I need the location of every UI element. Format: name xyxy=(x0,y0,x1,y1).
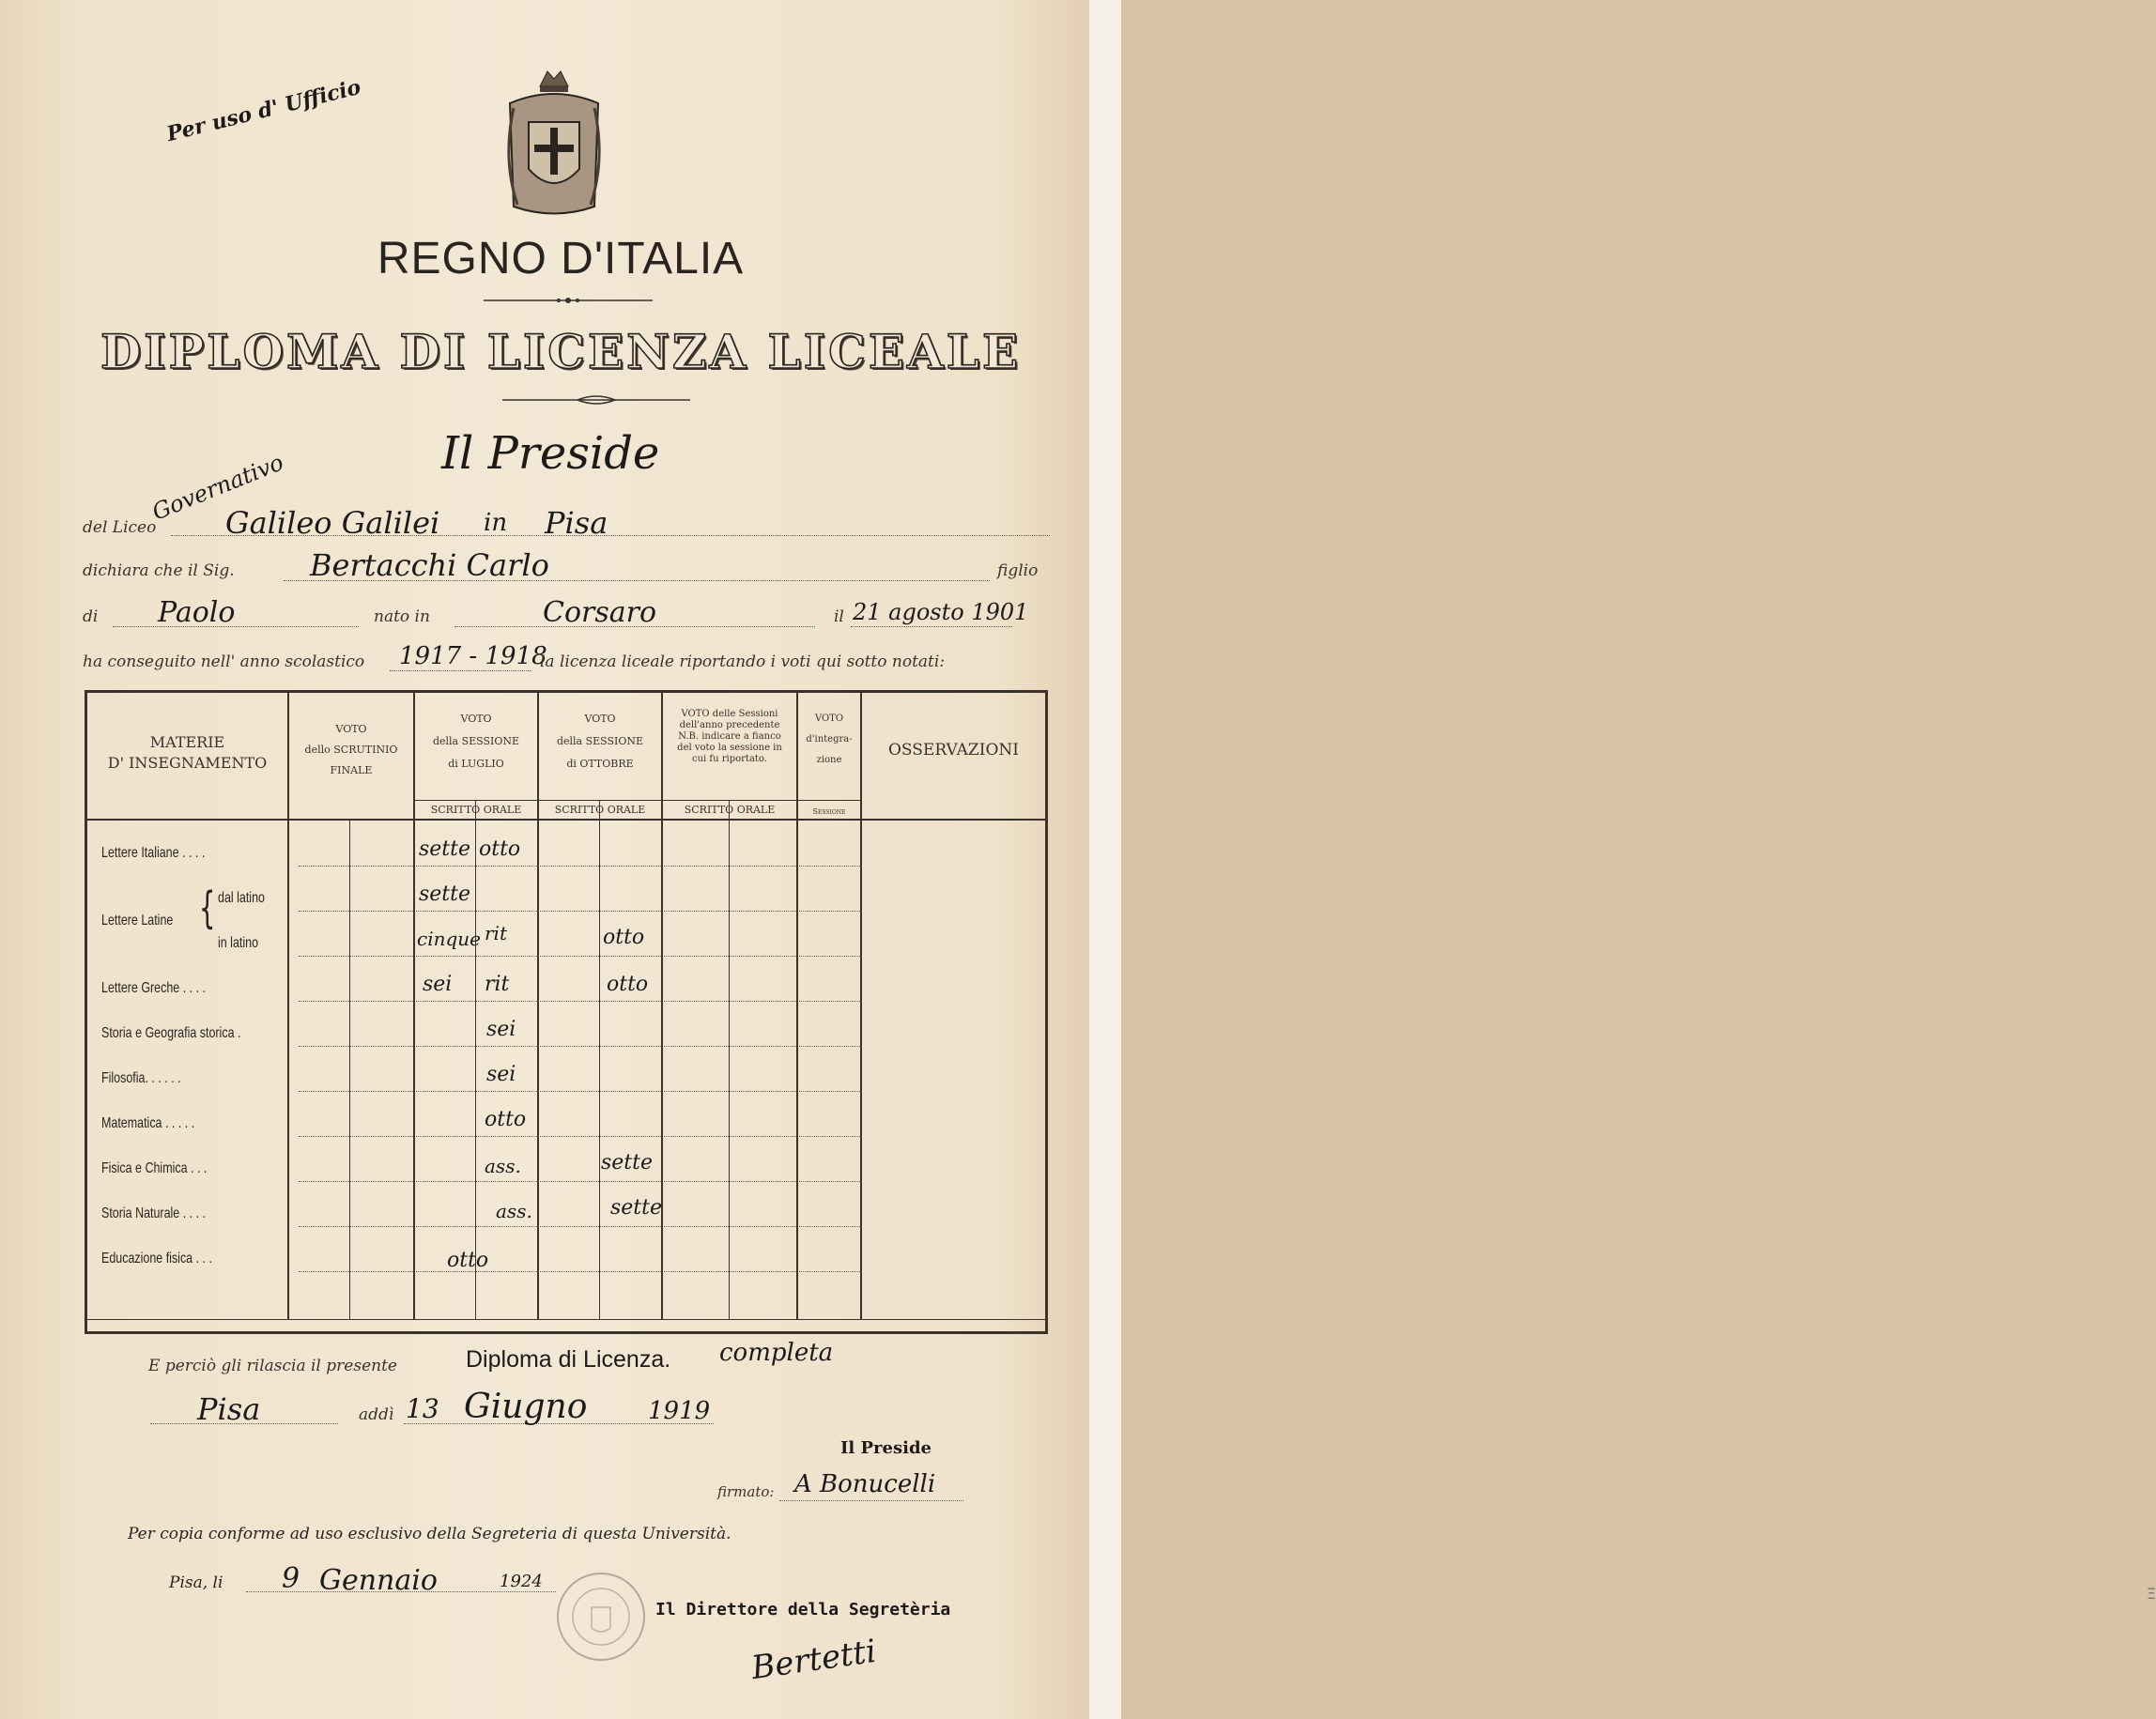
header-materie: MATERIE D' INSEGNAMENTO xyxy=(107,733,268,772)
header-precedente: VOTO delle Sessioni dell'anno precedente N.B. indicare a fianco del voto la sessione in cui fu riportato. xyxy=(677,709,782,764)
figlio-label: figlio xyxy=(997,561,1039,580)
grade-italiane-scritto: sette xyxy=(419,837,471,861)
grade-fisica-ottobre: sette xyxy=(601,1151,654,1174)
grade-scienze-ottobre: sette xyxy=(610,1196,663,1220)
rilascia-text: E perciò gli rilascia il presente xyxy=(148,1357,397,1375)
grade-italiane-orale: otto xyxy=(479,837,521,861)
grade-greche-scritto: sei xyxy=(423,973,453,996)
preside-signature: A Bonucelli xyxy=(794,1470,936,1498)
sub-ottobre: SCRITTO ORALE xyxy=(554,804,646,816)
grade-latino-in-orale: rit xyxy=(485,922,507,944)
pisa-li-label: Pisa, li xyxy=(169,1573,223,1592)
header-osservazioni: OSSERVAZIONI xyxy=(888,741,1019,760)
subject-fisica-chimica: Fisica e Chimica . . . xyxy=(101,1160,208,1176)
subject-filosofia: Filosofia. . . . . . xyxy=(101,1070,181,1086)
divider-ornament-2 xyxy=(502,394,690,406)
direttore-signature: Bertetti xyxy=(748,1632,879,1688)
grade-storia-orale: sei xyxy=(486,1018,516,1041)
subject-storia-naturale: Storia Naturale . . . . xyxy=(101,1205,206,1221)
kingdom-title: REGNO D'ITALIA xyxy=(377,234,745,284)
grade-filosofia-orale: sei xyxy=(486,1063,516,1086)
diploma-title: DIPLOMA DI LICENZA LICEALE xyxy=(100,324,1022,379)
diploma-licenza-text: Diploma di Licenza. xyxy=(466,1346,671,1373)
licenza-label: la licenza liceale riportando i voti qui sotto notati: xyxy=(540,652,946,671)
sub-precedente: SCRITTO ORALE xyxy=(684,804,776,816)
row-line xyxy=(299,1091,862,1092)
year-line xyxy=(390,670,531,671)
issue-year: 1919 xyxy=(648,1397,711,1425)
latine-brace: { xyxy=(198,883,216,933)
issue-place: Pisa xyxy=(197,1391,261,1427)
table-bottom-rule-2 xyxy=(85,1319,1048,1320)
birthdate: 21 agosto 1901 xyxy=(853,599,1029,625)
preside-signature-label: Il Preside xyxy=(840,1438,932,1458)
grade-scienze-orale: ass. xyxy=(496,1200,532,1222)
row-line xyxy=(299,911,862,912)
header-luglio: VOTO della SESSIONE di LUGLIO xyxy=(432,713,520,770)
liceo-name: Galileo Galilei xyxy=(225,505,440,541)
grade-ed-fisica: otto xyxy=(447,1249,489,1272)
subject-lettere-latine: Lettere Latine xyxy=(101,913,174,929)
grade-fisica-orale: ass. xyxy=(485,1155,521,1177)
nato-label: nato in xyxy=(374,607,430,626)
sub-header-rule xyxy=(413,800,860,801)
row-line xyxy=(299,1001,862,1002)
liceo-city: Pisa xyxy=(545,505,608,541)
copy-month: Gennaio xyxy=(319,1564,438,1597)
divider-ornament xyxy=(484,295,653,306)
row-line xyxy=(299,1271,862,1272)
row-line xyxy=(299,1181,862,1182)
grade-latino-dal: sette xyxy=(419,883,471,906)
preside-heading: Il Preside xyxy=(441,427,660,480)
university-seal-icon xyxy=(554,1570,648,1664)
table-bottom-rule xyxy=(85,1331,1048,1334)
direttore-label: Il Direttore della Segretèria xyxy=(655,1600,951,1619)
subject-matematica: Matematica . . . . . xyxy=(101,1115,195,1131)
birthplace: Corsaro xyxy=(543,596,657,629)
subject-dal-latino: dal latino xyxy=(218,890,265,906)
father-line xyxy=(113,626,359,627)
birthdate-line xyxy=(851,626,1012,627)
school-year: 1917 - 1918 xyxy=(399,642,547,670)
subject-storia-geografia: Storia e Geografia storica . xyxy=(101,1025,241,1041)
firmato-label: firmato: xyxy=(717,1483,775,1500)
sub-integrazione: Sessione xyxy=(812,807,846,816)
copy-year: 1924 xyxy=(500,1572,543,1591)
row-line xyxy=(299,1226,862,1227)
issue-month: Giugno xyxy=(464,1388,588,1426)
grade-greche-ottobre: otto xyxy=(607,973,649,996)
liceo-type: Governativo xyxy=(148,449,287,526)
header-integrazione: VOTO d'integra- zione xyxy=(806,714,853,765)
subject-educazione-fisica: Educazione fisica . . . xyxy=(101,1251,212,1266)
grade-latino-ottobre: otto xyxy=(603,926,645,949)
subcol-sep-3 xyxy=(599,801,600,1320)
issue-day: 13 xyxy=(406,1393,439,1424)
table-top-rule xyxy=(85,690,1048,693)
grade-matematica-orale: otto xyxy=(485,1108,527,1131)
subcol-sep-2 xyxy=(475,801,476,1320)
subject-lettere-italiane: Lettere Italiane . . . . xyxy=(101,845,206,861)
firmato-line xyxy=(779,1500,963,1501)
dichiara-label: dichiara che il Sig. xyxy=(83,561,235,580)
liceo-label: del Liceo xyxy=(83,518,157,537)
coat-of-arms-icon xyxy=(502,66,606,221)
subcol-sep-4 xyxy=(729,801,730,1320)
addi-label: addì xyxy=(359,1405,394,1424)
anno-label: ha conseguito nell' anno scolastico xyxy=(83,652,365,671)
grade-greche-orale: rit xyxy=(485,973,510,996)
student-name: Bertacchi Carlo xyxy=(310,547,549,583)
col-sep-1 xyxy=(287,693,289,1320)
row-line xyxy=(299,1136,862,1137)
header-scrutinio: VOTO dello SCRUTINIO FINALE xyxy=(304,723,398,776)
copy-day: 9 xyxy=(282,1562,300,1595)
subject-lettere-greche: Lettere Greche . . . . xyxy=(101,980,206,996)
header-bottom-rule xyxy=(85,819,1048,821)
father-name: Paolo xyxy=(158,596,236,629)
liceo-in: in xyxy=(484,509,508,537)
copia-conforme-text: Per copia conforme ad uso esclusivo della Segreteria di questa Università. xyxy=(128,1525,732,1543)
table-left-rule xyxy=(85,690,87,1333)
completa-handwritten: completa xyxy=(719,1339,834,1367)
di-label: di xyxy=(83,607,99,626)
edge-mark: Ξ xyxy=(2147,1585,2156,1603)
grade-latino-in: cinque xyxy=(417,928,481,950)
il-label: il xyxy=(834,607,844,626)
row-line xyxy=(299,866,862,867)
row-line xyxy=(299,956,862,957)
row-line xyxy=(299,1046,862,1047)
header-ottobre: VOTO della SESSIONE di OTTOBRE xyxy=(556,713,644,770)
table-right-rule xyxy=(1045,690,1048,1333)
office-use-stamp: Per uso d' Ufficio xyxy=(164,74,363,147)
subject-in-latino: in latino xyxy=(218,935,259,951)
sub-luglio: SCRITTO ORALE xyxy=(430,804,522,816)
page-edge xyxy=(1089,0,2156,1719)
subcol-sep-1 xyxy=(349,820,350,1320)
